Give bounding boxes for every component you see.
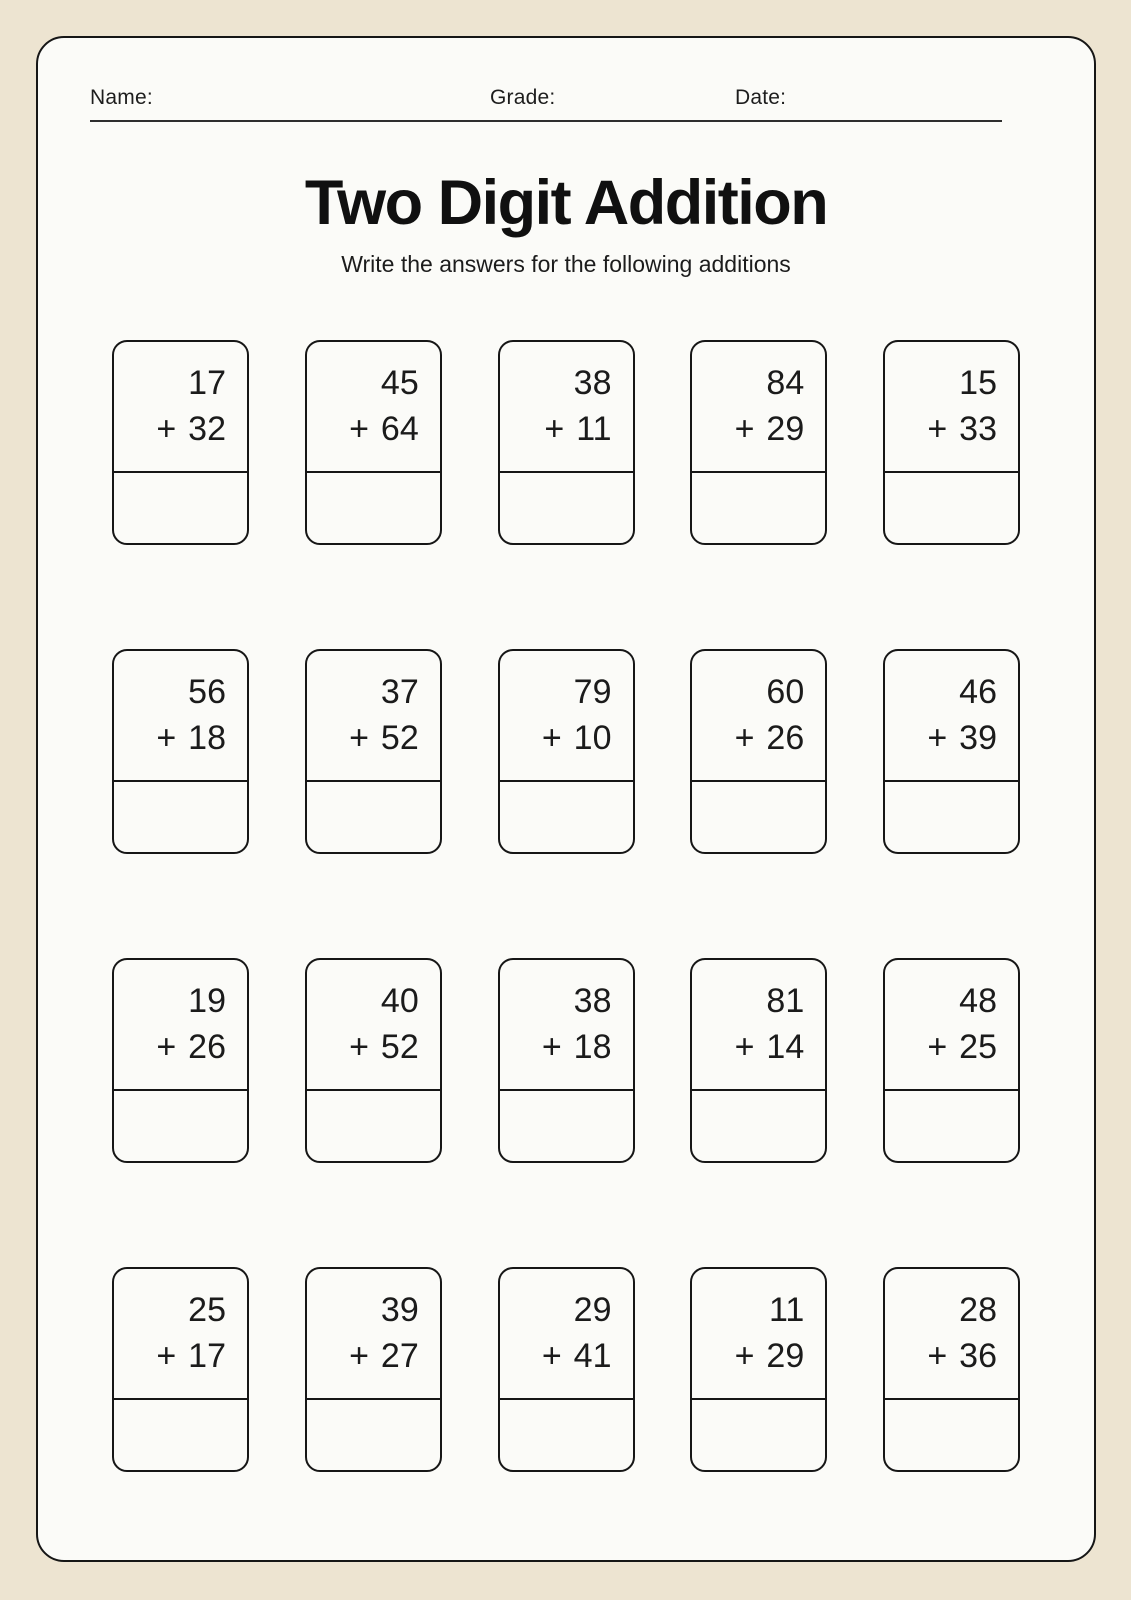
bottom-addend: 18 [573,1028,612,1067]
problem-operands [114,960,247,1089]
problem-operands [692,1269,825,1398]
problem-card [690,1267,827,1472]
bottom-addend-row [885,1027,997,1068]
plus-icon: + [734,1337,755,1376]
top-addend: 11 [768,1291,805,1330]
plus-icon: + [541,1337,562,1376]
problem-card [305,340,442,545]
top-addend: 28 [959,1291,997,1330]
bottom-addend-row [500,409,612,450]
top-addend: 84 [766,364,805,403]
top-addend: 40 [380,982,419,1021]
bottom-addend: 17 [188,1337,226,1376]
bottom-addend-row [692,409,804,450]
problem-operands [692,960,825,1089]
bottom-addend-row [114,1336,226,1377]
bottom-addend-row [307,718,419,759]
bottom-addend: 18 [188,719,226,758]
bottom-addend-row [885,1336,997,1377]
top-addend: 56 [188,673,226,712]
plus-icon: + [349,1337,369,1376]
plus-icon: + [544,410,565,449]
bottom-addend: 29 [766,1337,805,1376]
top-addend: 17 [188,364,226,403]
plus-icon: + [349,410,369,449]
bottom-addend-row [500,718,612,759]
bottom-addend: 39 [959,719,997,758]
answer-box[interactable] [307,471,440,543]
bottom-addend: 36 [959,1337,997,1376]
bottom-addend: 25 [959,1028,997,1067]
plus-icon: + [927,1028,948,1067]
problem-operands [500,651,633,780]
top-addend: 38 [573,982,612,1021]
answer-box[interactable] [114,780,247,852]
problem-operands [307,342,440,471]
problems-grid [112,340,1020,1472]
problem-operands [114,1269,247,1398]
problem-card [305,1267,442,1472]
bottom-addend: 52 [380,1028,419,1067]
plus-icon: + [927,1337,948,1376]
problem-operands [307,960,440,1089]
date-label: Date: [735,86,787,109]
problem-card [498,649,635,854]
problem-operands [500,342,633,471]
bottom-addend-row [692,1336,804,1377]
bottom-addend: 33 [959,410,997,449]
plus-icon: + [927,719,948,758]
top-addend: 46 [959,673,997,712]
problem-card [690,649,827,854]
problem-card [498,958,635,1163]
answer-box[interactable] [114,1089,247,1161]
problem-card [112,649,249,854]
page-title: Two Digit Addition [304,168,828,238]
bottom-addend: 52 [380,719,419,758]
top-addend: 19 [188,982,226,1021]
worksheet-header [90,80,1002,122]
problem-operands [885,651,1018,780]
plus-icon: + [541,719,562,758]
page-subtitle: Write the answers for the following additions [341,251,791,278]
bottom-addend: 32 [188,410,226,449]
problem-card [305,958,442,1163]
plus-icon: + [541,1028,562,1067]
answer-box[interactable] [307,1398,440,1470]
bottom-addend-row [307,409,419,450]
problem-card [112,1267,249,1472]
plus-icon: + [734,1028,755,1067]
problem-operands [500,1269,633,1398]
grade-label: Grade: [490,86,556,109]
bottom-addend-row [692,718,804,759]
bottom-addend: 11 [576,410,612,449]
problem-card [112,958,249,1163]
bottom-addend-row [114,718,226,759]
problem-card [883,958,1020,1163]
bottom-addend-row [114,1027,226,1068]
problem-card [112,340,249,545]
problem-operands [500,960,633,1089]
answer-box[interactable] [885,780,1018,852]
problem-card [498,1267,635,1472]
problem-card [883,340,1020,545]
problem-card [883,1267,1020,1472]
bottom-addend: 27 [380,1337,419,1376]
name-label: Name: [90,86,153,109]
problem-card [305,649,442,854]
answer-box[interactable] [307,780,440,852]
bottom-addend-row [885,718,997,759]
bottom-addend: 29 [766,410,805,449]
top-addend: 48 [959,982,997,1021]
answer-box[interactable] [692,1089,825,1161]
bottom-addend-row [307,1027,419,1068]
plus-icon: + [156,1028,177,1067]
plus-icon: + [734,719,755,758]
answer-box[interactable] [692,1398,825,1470]
answer-box[interactable] [114,1398,247,1470]
top-addend: 37 [380,673,419,712]
problem-card [498,340,635,545]
bottom-addend-row [500,1027,612,1068]
problem-card [690,958,827,1163]
answer-box[interactable] [114,471,247,543]
top-addend: 38 [573,364,612,403]
plus-icon: + [349,719,369,758]
top-addend: 39 [380,1291,419,1330]
answer-box[interactable] [500,471,633,543]
plus-icon: + [927,410,948,449]
bottom-addend-row [307,1336,419,1377]
plus-icon: + [156,410,177,449]
answer-box[interactable] [885,1089,1018,1161]
worksheet-page [36,36,1096,1562]
top-addend: 29 [573,1291,612,1330]
top-addend: 81 [766,982,805,1021]
problem-operands [692,651,825,780]
bottom-addend-row [692,1027,804,1068]
answer-box[interactable] [500,1398,633,1470]
top-addend: 15 [959,364,997,403]
problem-operands [885,960,1018,1089]
plus-icon: + [156,1337,177,1376]
top-addend: 60 [766,673,805,712]
problem-operands [692,342,825,471]
plus-icon: + [734,410,755,449]
answer-box[interactable] [692,471,825,543]
problem-operands [114,342,247,471]
answer-box[interactable] [885,1398,1018,1470]
answer-box[interactable] [692,780,825,852]
bottom-addend: 41 [573,1337,612,1376]
problem-operands [307,1269,440,1398]
top-addend: 79 [573,673,612,712]
bottom-addend: 10 [573,719,612,758]
plus-icon: + [156,719,177,758]
bottom-addend-row [114,409,226,450]
problem-card [883,649,1020,854]
plus-icon: + [349,1028,369,1067]
top-addend: 25 [188,1291,226,1330]
problem-operands [885,1269,1018,1398]
problem-operands [114,651,247,780]
bottom-addend: 64 [380,410,419,449]
answer-box[interactable] [500,780,633,852]
problem-operands [885,342,1018,471]
top-addend: 45 [380,364,419,403]
bottom-addend-row [500,1336,612,1377]
bottom-addend: 26 [766,719,805,758]
answer-box[interactable] [307,1089,440,1161]
bottom-addend-row [885,409,997,450]
problem-card [690,340,827,545]
bottom-addend: 26 [188,1028,226,1067]
bottom-addend: 14 [766,1028,805,1067]
answer-box[interactable] [885,471,1018,543]
answer-box[interactable] [500,1089,633,1161]
problem-operands [307,651,440,780]
